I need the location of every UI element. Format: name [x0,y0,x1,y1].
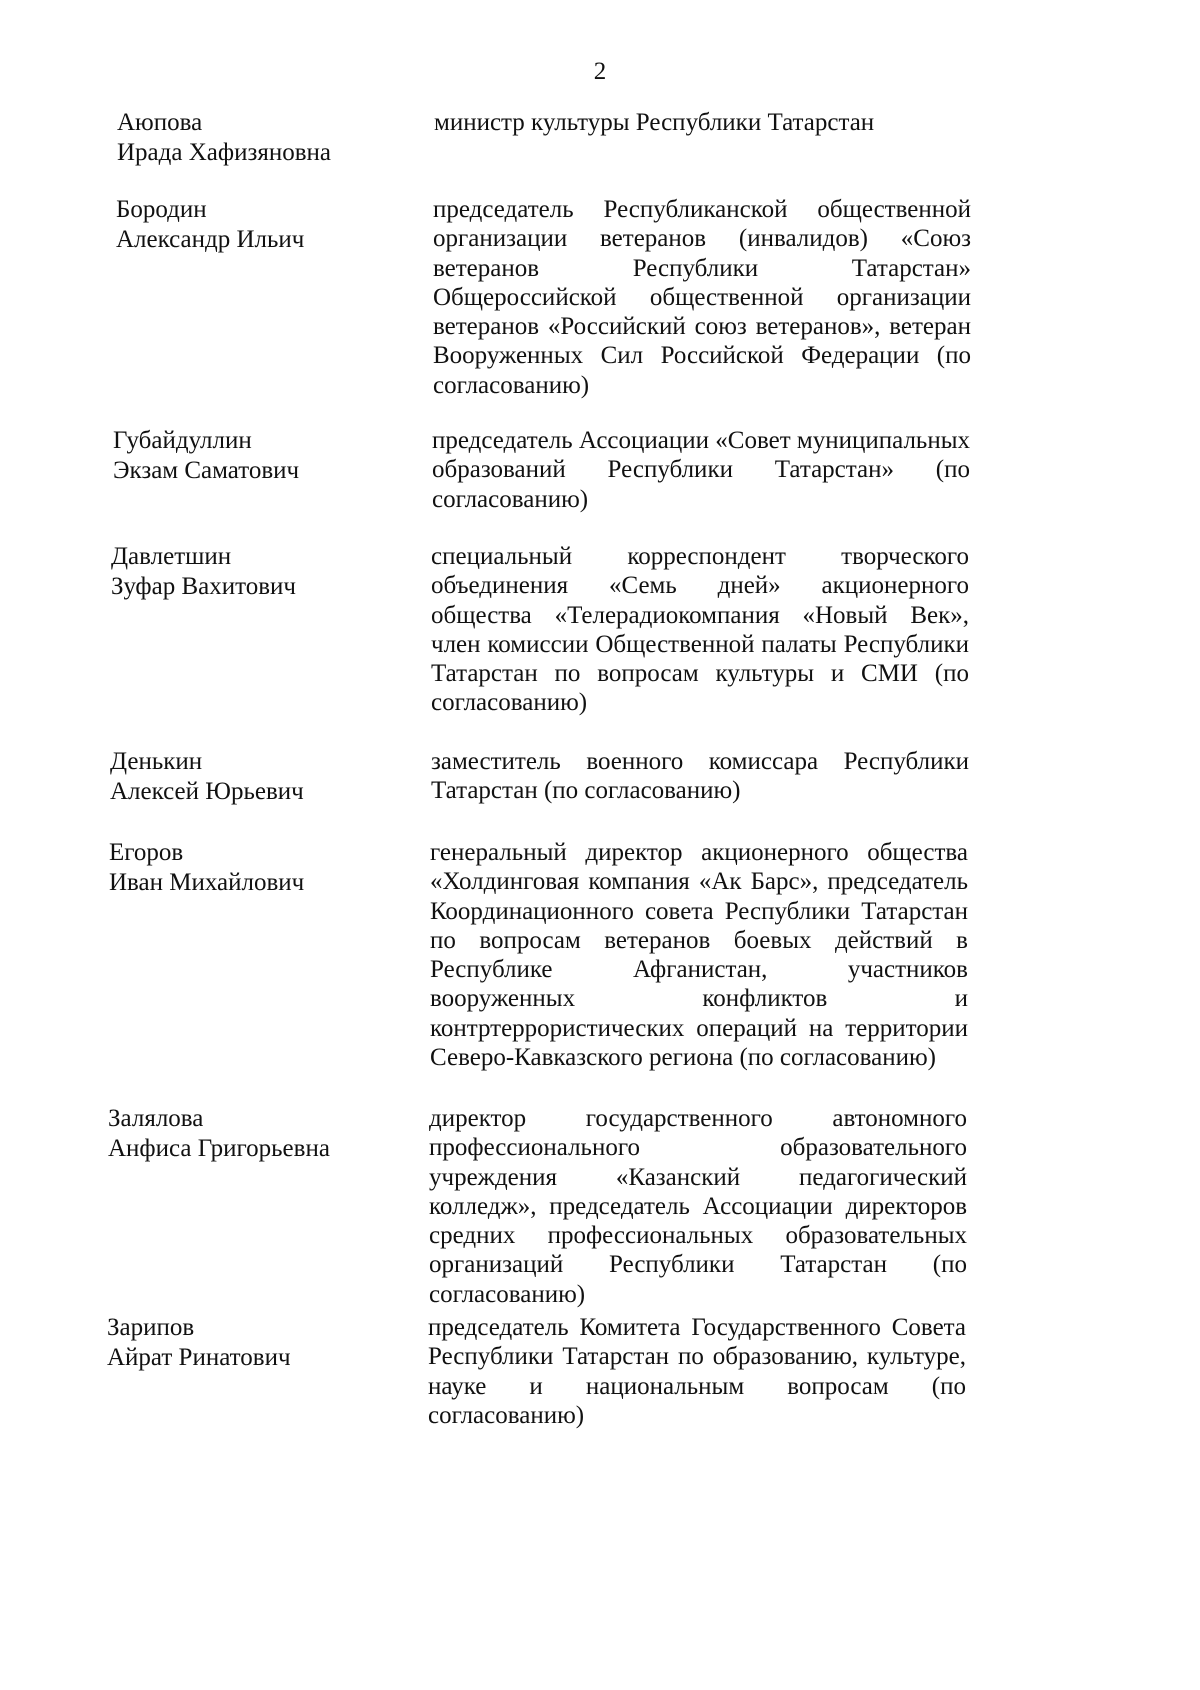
member-given-names: Ирада Хафизяновна [117,139,331,166]
member-given-names: Экзам Саматович [113,457,300,484]
member-surname: Бородин [116,196,207,223]
member-given-names: Алексей Юрьевич [110,778,304,805]
member-name [117,108,447,168]
member-given-names: Иван Михайлович [109,869,305,896]
member-name [113,426,443,486]
member-given-names: Александр Ильич [116,226,305,253]
member-role: председатель Республиканской общественной организации ветеранов (инвалидов) «Союз ветеранов Республики Татарстан» Общероссийской общественной организации ветеранов «Российский союз ветеранов», ветеран Вооруженных Сил Российской Федерации (по согласованию) [433,196,971,399]
member-surname: Зарипов [107,1314,195,1341]
member-role: заместитель военного комиссара Республики Татарстан (по согласованию) [431,748,969,805]
member-surname: Денькин [110,748,203,775]
member-given-names: Зуфар Вахитович [111,573,296,600]
member-surname: Егоров [109,839,184,866]
member-surname: Залялова [108,1105,204,1132]
member-role: директор государственного автономного профессионального образовательного учреждения «Казанский педагогический колледж», председатель Ассоциации директоров средних профессиональных образовательных организаций Республики Татарстан (по согласованию) [429,1105,967,1308]
member-name [111,542,441,602]
member-name [109,838,439,898]
member-name [108,1104,438,1164]
member-surname: Давлетшин [111,543,232,570]
member-surname: Губайдуллин [113,427,252,454]
member-role: специальный корреспондент творческого объединения «Семь дней» акционерного общества «Телерадиокомпания «Новый Век», член комиссии Общественной палаты Республики Татарстан по вопросам культуры и СМИ (по согласованию) [431,543,969,717]
member-surname: Аюпова [117,109,203,136]
member-name [110,747,440,807]
member-role: генеральный директор акционерного общества «Холдинговая компания «Ак Барс», председатель Координационного совета Республики Татарстан по вопросам ветеранов боевых действий в Республике Афганистан, участников вооруженных конфликтов и контртеррористических операций на территории Северо-Кавказского региона (по согласованию) [430,839,968,1072]
page-number: 2 [593,58,607,85]
member-given-names: Айрат Ринатович [107,1344,291,1371]
member-role: министр культуры Республики Татарстан [434,109,875,136]
member-role: председатель Комитета Государственного Совета Республики Татарстан по образованию, культуре, науке и национальным вопросам (по согласованию) [428,1314,966,1429]
member-name [116,195,446,255]
member-given-names: Анфиса Григорьевна [108,1135,330,1162]
member-name [107,1313,437,1373]
member-role: председатель Ассоциации «Совет муниципальных образований Республики Татарстан» (по согласованию) [432,427,970,513]
